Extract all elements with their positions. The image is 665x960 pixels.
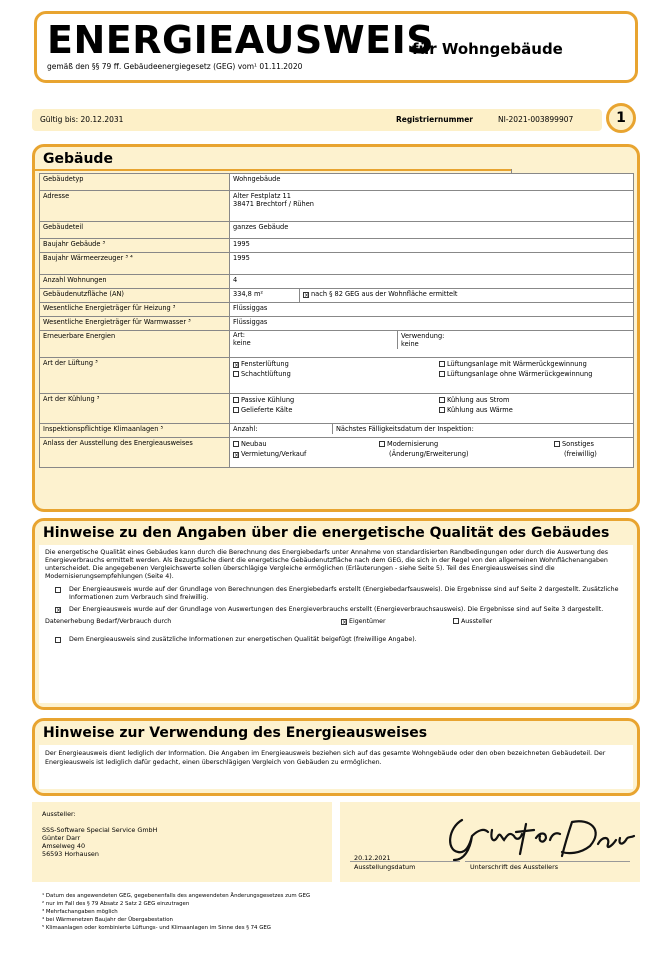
checkbox-unchecked: [233, 371, 239, 377]
row-label: Inspektionspflichtige Klimaanlagen ⁵: [40, 424, 230, 438]
checkbox-unchecked: [55, 587, 61, 593]
renewables-type-label: Art:: [233, 331, 246, 339]
quality-notes-title: Hinweise zu den Angaben über die energetische Qualität des Gebäudes: [43, 525, 610, 541]
row-value: 1995: [230, 253, 634, 275]
row-label: Anlass der Ausstellung des Energieausweises: [40, 438, 230, 468]
checkbox-checked: [233, 362, 239, 368]
renewables-use: [398, 332, 444, 348]
row-value: ganzes Gebäude: [230, 222, 634, 239]
inspection-count: Anzahl:: [233, 424, 333, 434]
reason-rent-sale: [233, 449, 379, 459]
checkbox-checked: [233, 452, 239, 458]
row-label: Baujahr Gebäude ³: [40, 239, 230, 253]
issuer-name: Günter Darr: [42, 834, 81, 842]
row-label: Wesentliche Energieträger für Heizung ³: [40, 303, 230, 317]
table-row: [40, 438, 634, 468]
document-header: [34, 11, 638, 83]
basis-demand-option: [55, 586, 627, 602]
usage-notes-section: [32, 718, 640, 796]
option-label: Vermietung/Verkauf: [241, 450, 307, 458]
issuer-label: Aussteller:: [42, 810, 76, 818]
checkbox-unchecked: [379, 441, 385, 447]
cooling-electric: [439, 395, 513, 405]
quality-notes-body: [39, 545, 633, 703]
option-label: Gelieferte Kälte: [241, 406, 293, 414]
row-value: 4: [230, 275, 634, 289]
checkbox-unchecked: [55, 637, 61, 643]
table-row: [40, 174, 634, 191]
additional-info-option: [55, 636, 627, 644]
quality-notes-section: [32, 518, 640, 710]
checkbox-unchecked: [554, 441, 560, 447]
building-table: [39, 173, 634, 468]
area-method-label: nach § 82 GEG aus der Wohnfläche ermittelt: [311, 290, 458, 298]
option-sublabel: (Änderung/Erweiterung): [389, 450, 469, 458]
data-collection-label: Datenerhebung Bedarf/Verbrauch durch: [45, 618, 172, 625]
checkbox-unchecked: [233, 441, 239, 447]
option-label: Lüftungsanlage ohne Wärmerückgewinnung: [447, 370, 593, 378]
renewables-use-value: keine: [401, 340, 419, 348]
checkbox-unchecked: [439, 407, 445, 413]
table-row: [40, 331, 634, 358]
footnote: ² nur im Fall des § 79 Absatz 2 Satz 2 GEG einzutragen: [42, 901, 190, 907]
option-label: Eigentümer: [349, 618, 386, 625]
checkbox-checked: [55, 607, 61, 613]
ventilation-window: [233, 359, 439, 369]
validity-bar: [32, 109, 602, 131]
issuer-street: Amselweg 40: [42, 842, 86, 850]
area-method: [300, 289, 634, 303]
issuer-block: [32, 802, 332, 882]
checkbox-unchecked: [439, 371, 445, 377]
row-label: Baujahr Wärmeerzeuger ³ ⁴: [40, 253, 230, 275]
checkbox-checked: [341, 619, 347, 625]
address-street: Alter Festplatz 11: [233, 192, 291, 200]
issuer-company: SSS-Software Special Service GmbH: [42, 826, 158, 834]
checkbox-unchecked: [453, 618, 459, 624]
usage-notes-body: Der Energieausweis dient lediglich der Information. Die Angaben im Energieausweis beziehen sich auf das gesamte Wohngebäude oder den oben bezeichneten Gebäudeteil. Der Energieausweis ist lediglich dafür gedacht, einen überschlägigen Vergleich von Gebäuden zu ermöglichen.: [39, 745, 633, 789]
row-label: Gebäudenutzfläche (AN): [40, 289, 230, 303]
collected-by-owner: [341, 618, 453, 626]
reason-other: [554, 439, 597, 449]
option-label: Der Energieausweis wurde auf der Grundlage von Auswertungen des Energieverbrauchs erstellt (Energieverbrauchsausweis). Die Ergebnisse sind auf Seite 3 dargestellt.: [69, 606, 604, 613]
renewables-type-value: keine: [233, 339, 251, 347]
option-label: Dem Energieausweis sind zusätzliche Informationen zur energetischen Qualität beigefügt (freiwillige Angabe).: [69, 636, 417, 643]
footnote: ¹ Datum des angewendeten GEG, gegebenenfalls des angewendeten Änderungsgesetzes zum GEG: [42, 893, 311, 899]
signature-block: [340, 802, 640, 882]
row-value: 1995: [230, 239, 634, 253]
option-label: Der Energieausweis wurde auf der Grundlage von Berechnungen des Energiebedarfs erstellt (Energiebedarfsausweis). Die Ergebnisse sind auf Seite 2 dargestellt. Zusätzliche Informationen zum Verbrauch sind freiwillig.: [69, 586, 619, 601]
row-value: [230, 191, 634, 222]
document-title: ENERGIEAUSWEIS: [47, 18, 435, 62]
row-label: Gebäudeteil: [40, 222, 230, 239]
table-row: [40, 275, 634, 289]
building-section-title: Gebäude: [43, 151, 113, 167]
handwritten-signature: [440, 810, 640, 862]
option-label: Schachtlüftung: [241, 370, 291, 378]
option-label: Lüftungsanlage mit Wärmerückgewinnung: [447, 360, 587, 368]
cooling-delivered: [233, 405, 439, 415]
collected-by-issuer: [453, 618, 492, 626]
ventilation-options: [230, 358, 634, 394]
row-value: Wohngebäude: [230, 174, 634, 191]
inspection-cell: [230, 424, 634, 438]
quality-notes-text: Die energetische Qualität eines Gebäudes kann durch die Berechnung des Energiebedarfs unter Annahme von standardisierten Randbedingungen oder durch die Auswertung des Energieverbrauchs ermittelt werden. Als Bezugsfläche dient die energetische Gebäudenutzfläche nach dem GEG, die sich in der Regel von den allgemeinen Wohnflächenangaben unterscheidet. Die angegebenen Vergleichswerte sollen überschlägige Vergleiche ermöglichen (Erläuterungen - siehe Seite 5). Teil des Energieausweises sind die Modernisierungsempfehlungen (Seite 4).: [45, 549, 609, 580]
table-row: [40, 239, 634, 253]
data-collection-row: [45, 618, 627, 626]
option-sublabel: (freiwillig): [564, 450, 597, 458]
row-label: Anzahl Wohnungen: [40, 275, 230, 289]
renewables-use-label: Verwendung:: [401, 332, 445, 340]
reason-new-build: [233, 439, 379, 449]
option-label: Passive Kühlung: [241, 396, 295, 404]
option-label: Kühlung aus Strom: [447, 396, 510, 404]
issue-date-label: Ausstellungsdatum: [354, 863, 416, 871]
option-label: Fensterlüftung: [241, 360, 289, 368]
row-label: Wesentliche Energieträger für Warmwasser ³: [40, 317, 230, 331]
option-label: Modernisierung: [387, 440, 439, 448]
table-row: [40, 289, 634, 303]
basis-consumption-option: [55, 606, 627, 614]
footnote: ³ Mehrfachangaben möglich: [42, 909, 118, 915]
signature-label: Unterschrift des Ausstellers: [470, 863, 559, 871]
ventilation-heat-recovery: [439, 359, 592, 369]
inspection-due-date: Nächstes Fälligkeitsdatum der Inspektion:: [336, 425, 474, 433]
document-subtitle: für Wohngebäude: [412, 40, 563, 58]
option-label: Kühlung aus Wärme: [447, 406, 513, 414]
footnote: ⁵ Klimaanlagen oder kombinierte Lüftungs- und Klimaanlagen im Sinne des § 74 GEG: [42, 925, 271, 931]
issue-reason-options: [230, 438, 634, 468]
table-row: [40, 394, 634, 424]
checkbox-unchecked: [233, 397, 239, 403]
footnote: ⁴ bei Wärmenetzen Baujahr der Übergabestation: [42, 917, 173, 923]
table-row: [40, 253, 634, 275]
cooling-passive: [233, 395, 439, 405]
table-row: [40, 191, 634, 222]
usage-notes-title: Hinweise zur Verwendung des Energieausweises: [43, 725, 428, 741]
table-row: [40, 303, 634, 317]
table-row: [40, 222, 634, 239]
legal-basis: gemäß den §§ 79 ff. Gebäudeenergiegesetz (GEG) vom¹ 01.11.2020: [47, 62, 303, 71]
checkbox-checked: [303, 292, 309, 298]
renewables-type: [233, 331, 398, 349]
issuer-city: 56593 Horhausen: [42, 850, 99, 858]
row-value: Flüssiggas: [230, 303, 634, 317]
issue-date: 20.12.2021: [354, 854, 391, 862]
option-label: Neubau: [241, 440, 267, 448]
page-number-badge: 1: [606, 103, 636, 133]
table-row: [40, 358, 634, 394]
table-row: [40, 317, 634, 331]
table-row: [40, 424, 634, 438]
cooling-heat: [439, 405, 513, 415]
valid-until: Gültig bis: 20.12.2031: [40, 115, 124, 124]
ventilation-no-heat-recovery: [439, 369, 592, 379]
cooling-options: [230, 394, 634, 424]
checkbox-unchecked: [439, 361, 445, 367]
row-value: Flüssiggas: [230, 317, 634, 331]
row-label: Gebäudetyp: [40, 174, 230, 191]
footnotes: [42, 892, 310, 932]
row-label: Erneuerbare Energien: [40, 331, 230, 358]
signature-rule: [465, 861, 630, 862]
row-label: Art der Lüftung ³: [40, 358, 230, 394]
ventilation-shaft: [233, 369, 439, 379]
row-label: Adresse: [40, 191, 230, 222]
row-label: Art der Kühlung ³: [40, 394, 230, 424]
registration-label: Registriernummer: [396, 115, 473, 124]
checkbox-unchecked: [439, 397, 445, 403]
address-city: 38471 Brechtorf / Rühen: [233, 200, 314, 208]
option-label: Aussteller: [461, 618, 493, 625]
building-section: [32, 144, 640, 512]
checkbox-unchecked: [233, 407, 239, 413]
option-label: Sonstiges: [562, 440, 594, 448]
renewables-cell: [230, 331, 634, 358]
registration-number: NI-2021-003899907: [498, 115, 574, 124]
row-value: 334,8 m²: [230, 289, 300, 303]
reason-modernisation: [379, 439, 554, 449]
